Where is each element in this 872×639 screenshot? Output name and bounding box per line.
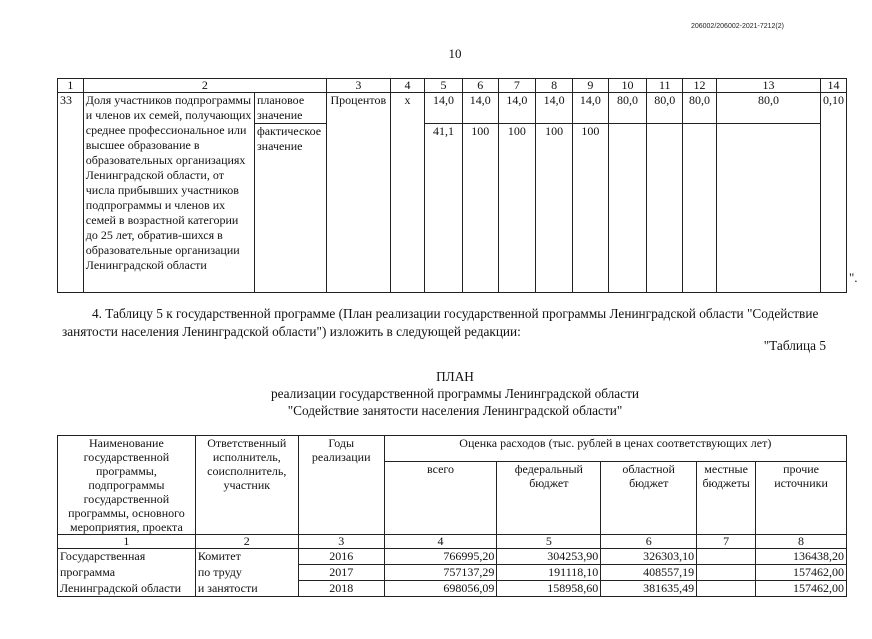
col-number: 6 [462,79,498,93]
header-responsible: Ответственный исполнитель, соисполнитель, участник [195,436,298,535]
total-cell: 698056,09 [384,581,497,597]
program-name: Ленинградской области [58,581,196,597]
paragraph-text: 4. Таблицу 5 к государственной программе (План реализации государственной программы Ленинградской области "Содействие занятости населения Ленинградской области") изложить в следующей редакции: [62,306,819,339]
col-number: 13 [716,79,820,93]
header-cost: Оценка расходов (тыс. рублей в ценах соответствующих лет) [384,436,846,462]
col-number: 9 [572,79,608,93]
header-regional: областной бюджет [601,462,697,535]
col-number: 7 [697,535,756,549]
table-row [58,93,847,124]
table-row [58,581,847,597]
actual-value: 100 [536,124,573,293]
header-name: Наименование государственной программы, подпрограммы государственной программы, основного мероприятия, проекта [58,436,196,535]
empty-cell [647,124,683,293]
responsible-name: Комитет [195,549,298,565]
year-cell: 2018 [298,581,384,597]
col-number: 2 [83,79,326,93]
planned-value: 14,0 [498,93,536,124]
col-number: 6 [601,535,697,549]
other-cell: 136438,20 [756,549,847,565]
empty-cell [716,124,820,293]
col-number: 3 [298,535,384,549]
actual-value: 100 [498,124,536,293]
plan-title [58,368,852,419]
year-cell: 2017 [298,565,384,581]
actual-label: фактическое значение [254,124,326,293]
responsible-name: по труду [195,565,298,581]
col-number: 7 [498,79,536,93]
plan-title-line: ПЛАН [436,369,474,384]
table-header-row [58,79,847,93]
planned-value: 14,0 [462,93,498,124]
page-number: 10 [448,46,462,61]
plan-table [57,435,847,597]
col-number: 11 [647,79,683,93]
row-number: 33 [58,93,84,293]
regional-cell: 381635,49 [601,581,697,597]
total-cell: 766995,20 [384,549,497,565]
local-cell [697,581,756,597]
planned-value: 14,0 [425,93,463,124]
planned-value: 14,0 [536,93,573,124]
planned-label: плановое значение [254,93,326,124]
other-cell: 157462,00 [756,581,847,597]
planned-value: 80,0 [647,93,683,124]
planned-value: 80,0 [683,93,717,124]
col-number: 10 [608,79,647,93]
plan-title-line: реализации государственной программы Ленинградской области [270,386,640,401]
col-number: 5 [425,79,463,93]
header-federal: федеральный бюджет [497,462,601,535]
weight-value: 0,10 [821,93,847,293]
planned-value: 80,0 [608,93,647,124]
empty-cell [683,124,717,293]
program-name: программа [58,565,196,581]
actual-value: 41,1 [425,124,463,293]
federal-cell: 158958,60 [497,581,601,597]
col-number: 1 [58,79,84,93]
col-number: 2 [195,535,298,549]
total-cell: 757137,29 [384,565,497,581]
local-cell [697,565,756,581]
federal-cell: 304253,90 [497,549,601,565]
col-number: 4 [384,535,497,549]
responsible-name: и занятости [195,581,298,597]
col4-mark: x [390,93,424,293]
col-number: 4 [390,79,424,93]
year-cell: 2016 [298,549,384,565]
indicator-name: Доля участников подпрограммы и членов их семей, получающих среднее профессиональное или высшее образование в образовательных организациях Ленинградской области, от числа прибывших участников подпрограммы и членов их семей в возрастной категории до 25 лет, обратив-шихся в образовательные организации Ленинградской области [83,93,254,293]
col-number: 8 [536,79,573,93]
col-number: 14 [821,79,847,93]
closing-quote: ". [849,270,858,285]
instruction-paragraph [62,305,832,341]
indicator-table [57,78,847,293]
col-number: 1 [58,535,196,549]
header-local: местные бюджеты [697,462,756,535]
table-row [58,565,847,581]
unit: Процентов [326,93,390,293]
table-caption: "Таблица 5 [763,338,826,353]
table-header-row [58,436,847,462]
regional-cell: 408557,19 [601,565,697,581]
header-other: прочие источники [756,462,847,535]
planned-value: 14,0 [572,93,608,124]
program-name: Государственная [58,549,196,565]
other-cell: 157462,00 [756,565,847,581]
planned-value: 80,0 [716,93,820,124]
col-number: 3 [326,79,390,93]
federal-cell: 191118,10 [497,565,601,581]
col-number: 12 [683,79,717,93]
col-number: 8 [756,535,847,549]
table-row [58,549,847,565]
regional-cell: 326303,10 [601,549,697,565]
actual-value: 100 [462,124,498,293]
empty-cell [608,124,647,293]
actual-value: 100 [572,124,608,293]
header-years: Годы реализации [298,436,384,535]
header-total: всего [384,462,497,535]
column-number-row [58,535,847,549]
document-id: 206002/206002-2021-7212(2) [690,23,784,30]
local-cell [697,549,756,565]
col-number: 5 [497,535,601,549]
plan-title-line: "Содействие занятости населения Ленинградской области" [287,403,623,418]
